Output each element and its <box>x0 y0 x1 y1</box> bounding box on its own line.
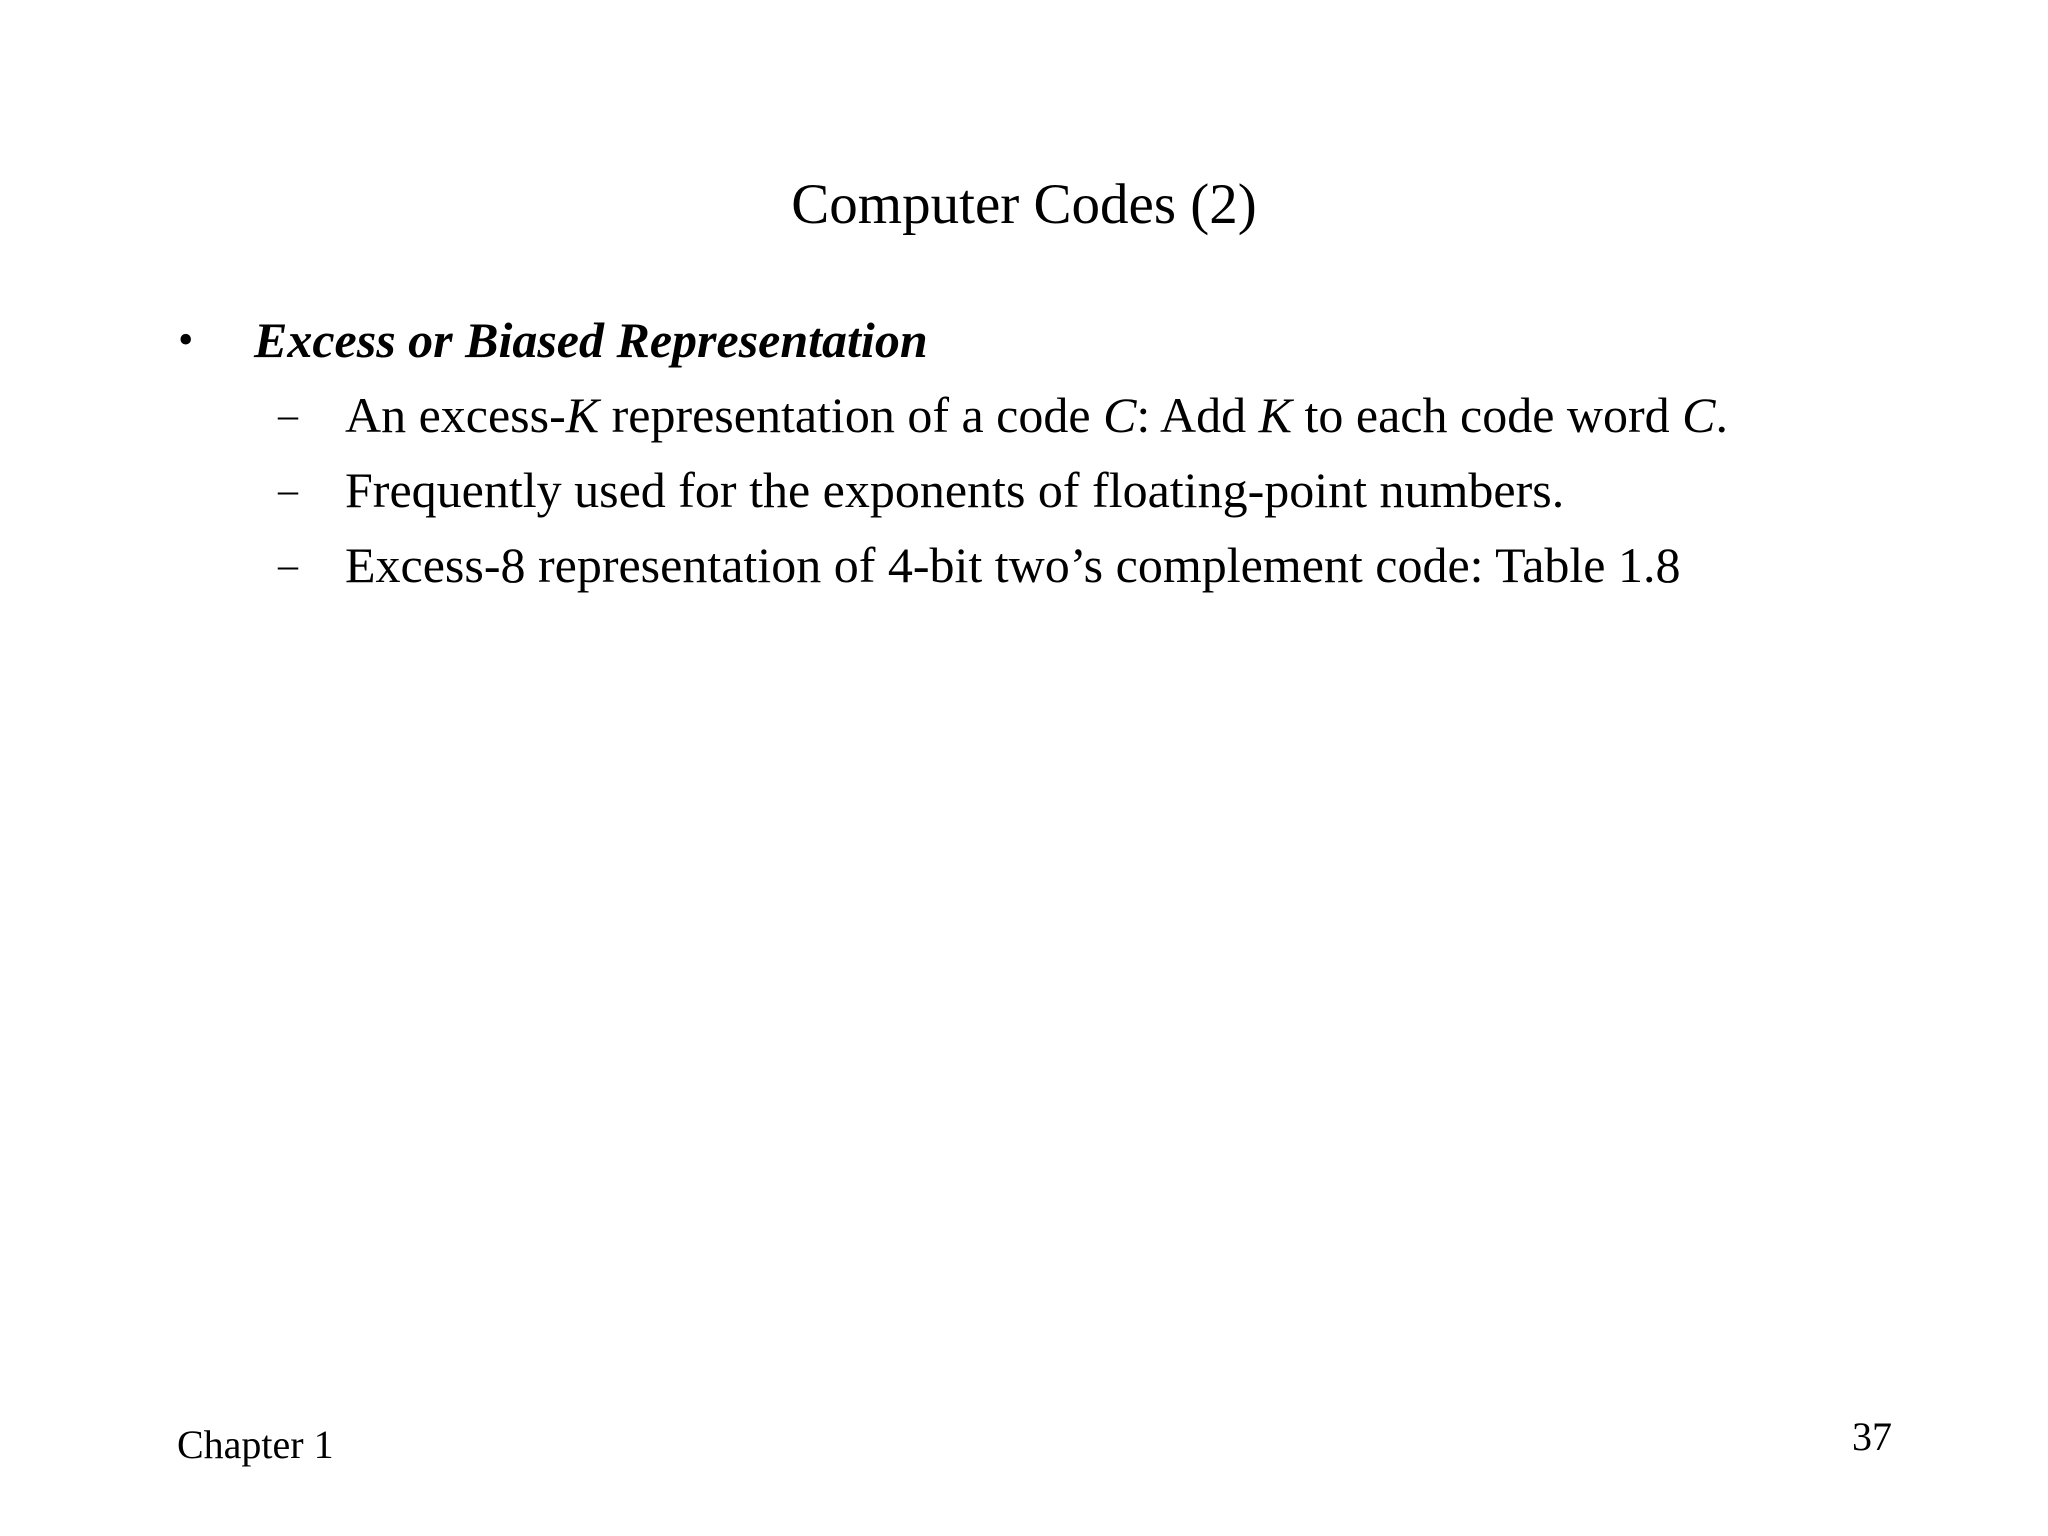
text-run: to each code word <box>1292 387 1683 443</box>
text-run-italic: K <box>565 387 600 443</box>
sub-item-text: Excess-8 representation of 4-bit two’s complement code: Table 1.8 <box>345 537 1681 593</box>
text-run-italic: C <box>1682 387 1716 443</box>
page-number: 37 <box>1852 1414 1892 1459</box>
bullet-heading: Excess or Biased Representation <box>254 312 928 368</box>
slide-title: Computer Codes (2) <box>791 173 1257 236</box>
sub-item-marker: – <box>278 467 298 512</box>
footer-chapter: Chapter 1 <box>177 1422 334 1467</box>
text-run: : Add <box>1136 387 1259 443</box>
sub-item-marker: – <box>278 392 298 437</box>
sub-item-text <box>345 380 1728 450</box>
text-run: An excess- <box>345 387 566 443</box>
sub-item-text: Frequently used for the exponents of floating-point numbers. <box>345 462 1565 518</box>
text-run-italic: C <box>1103 387 1137 443</box>
text-run: . <box>1715 387 1729 443</box>
text-run-italic: K <box>1258 387 1293 443</box>
sub-item-marker: – <box>278 542 298 587</box>
text-run: representation of a code <box>599 387 1104 443</box>
bullet-marker: • <box>178 315 194 364</box>
